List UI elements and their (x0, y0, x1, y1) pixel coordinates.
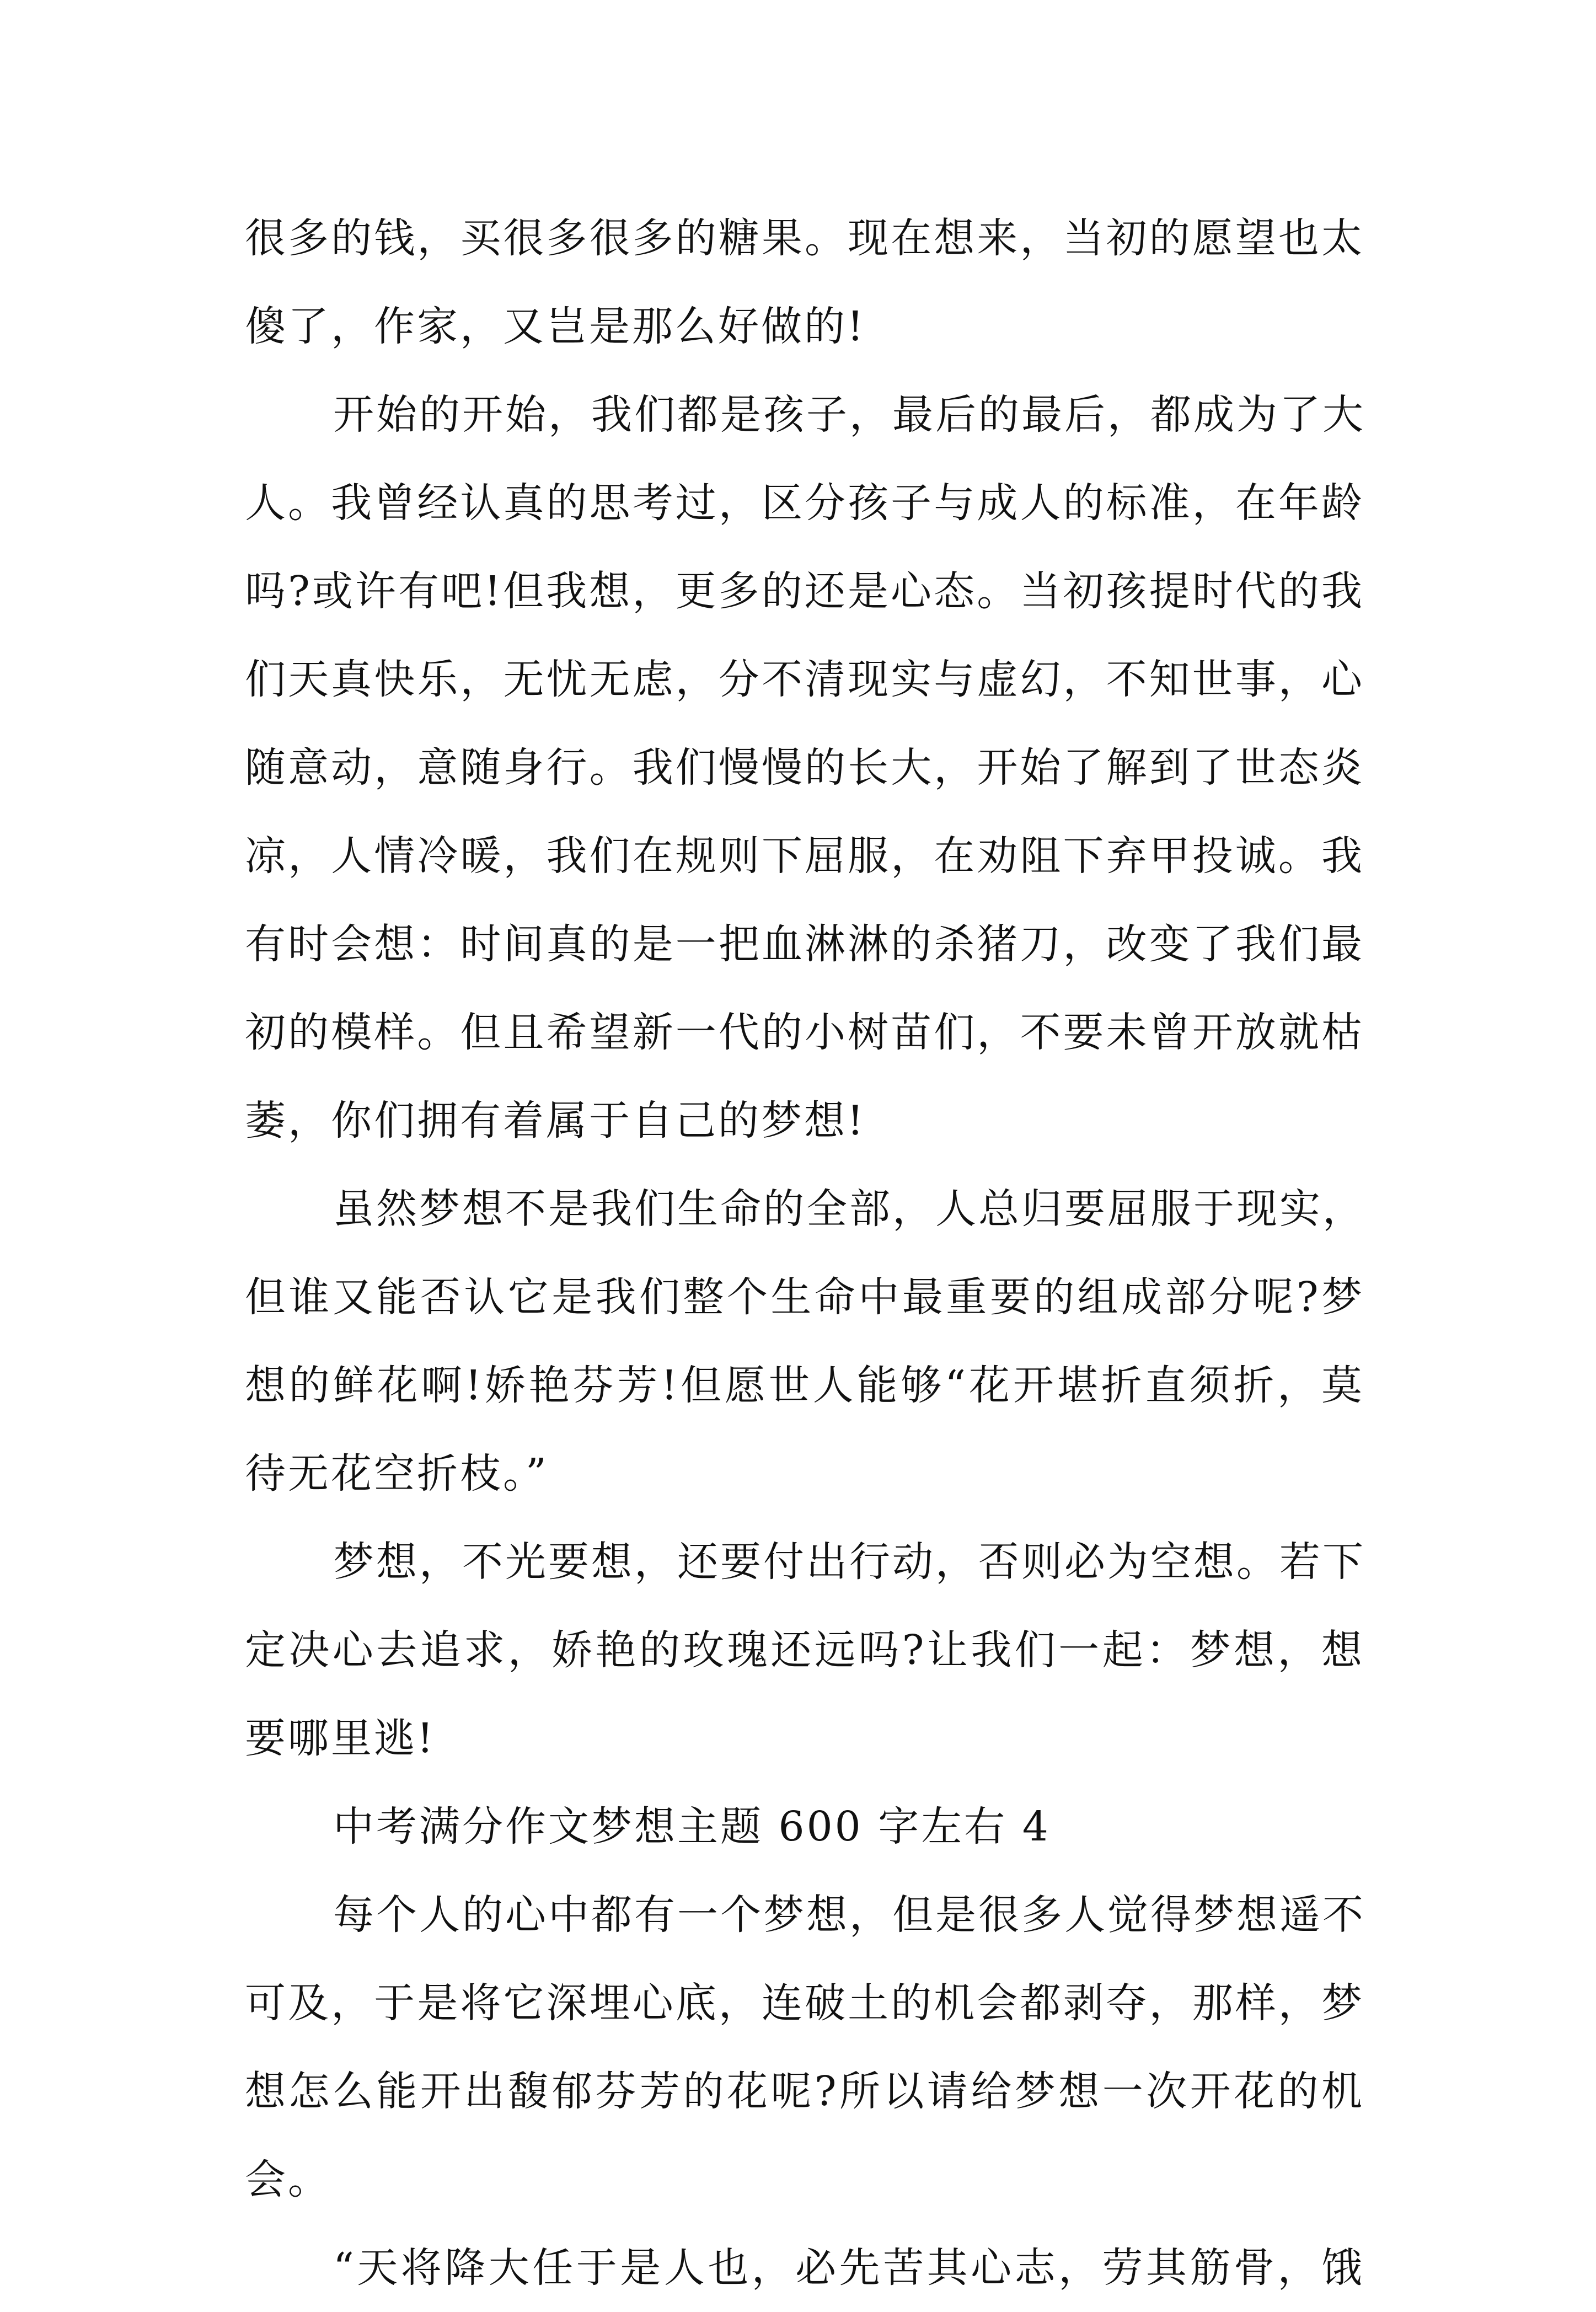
paragraph-first-line: 梦想，不光要想，还要付出行动，否则必为空想。若下 (333, 1538, 1365, 1586)
text-line: 随意动，意随身行。我们慢慢的长大，开始了解到了世态炎 (245, 744, 1364, 791)
text-line: 傻了，作家，又岂是那么好做的! (245, 303, 866, 350)
text-line: 想怎么能开出馥郁芬芳的花呢?所以请给梦想一次开花的机 (245, 2068, 1364, 2115)
text-line: 人。我曾经认真的思考过，区分孩子与成人的标准，在年龄 (245, 479, 1364, 527)
document-body (245, 194, 1364, 2312)
text-line: 但谁又能否认它是我们整个生命中最重要的组成部分呢?梦 (245, 1273, 1364, 1321)
text-line: 吗?或许有吧!但我想，更多的还是心态。当初孩提时代的我 (245, 568, 1364, 615)
paragraph-first-line: 每个人的心中都有一个梦想，但是很多人觉得梦想遥不 (333, 1891, 1365, 1939)
text-line: 初的模样。但且希望新一代的小树苗们，不要未曾开放就枯 (245, 1009, 1364, 1056)
text-line: 很多的钱，买很多很多的糖果。现在想来，当初的愿望也太 (245, 215, 1364, 262)
text-line: 们天真快乐，无忧无虑，分不清现实与虚幻，不知世事，心 (245, 656, 1364, 703)
text-line: 有时会想：时间真的是一把血淋淋的杀猪刀，改变了我们最 (245, 920, 1364, 968)
text-line: 会。 (245, 2156, 331, 2203)
paragraph-first-line: “天将降大任于是人也，必先苦其心志，劳其筋骨，饿 (333, 2244, 1364, 2292)
section-heading: 中考满分作文梦想主题 600 字左右 4 (333, 1803, 1051, 1850)
text-line: 萎，你们拥有着属于自己的梦想! (245, 1097, 866, 1144)
text-line: 想的鲜花啊!娇艳芬芳!但愿世人能够“花开堪折直须折，莫 (245, 1362, 1364, 1409)
text-line: 可及，于是将它深埋心底，连破土的机会都剥夺，那样，梦 (245, 1979, 1364, 2027)
paragraph-first-line: 虽然梦想不是我们生命的全部，人总归要屈服于现实， (333, 1185, 1365, 1233)
text-line: 要哪里逃! (245, 1715, 436, 1762)
text-line: 待无花空折枝。” (245, 1450, 549, 1497)
paragraph-first-line: 开始的开始，我们都是孩子，最后的最后，都成为了大 (333, 391, 1365, 438)
text-line: 凉，人情冷暖，我们在规则下屈服，在劝阻下弃甲投诚。我 (245, 832, 1364, 880)
text-line: 定决心去追求，娇艳的玫瑰还远吗?让我们一起：梦想，想 (245, 1626, 1364, 1674)
